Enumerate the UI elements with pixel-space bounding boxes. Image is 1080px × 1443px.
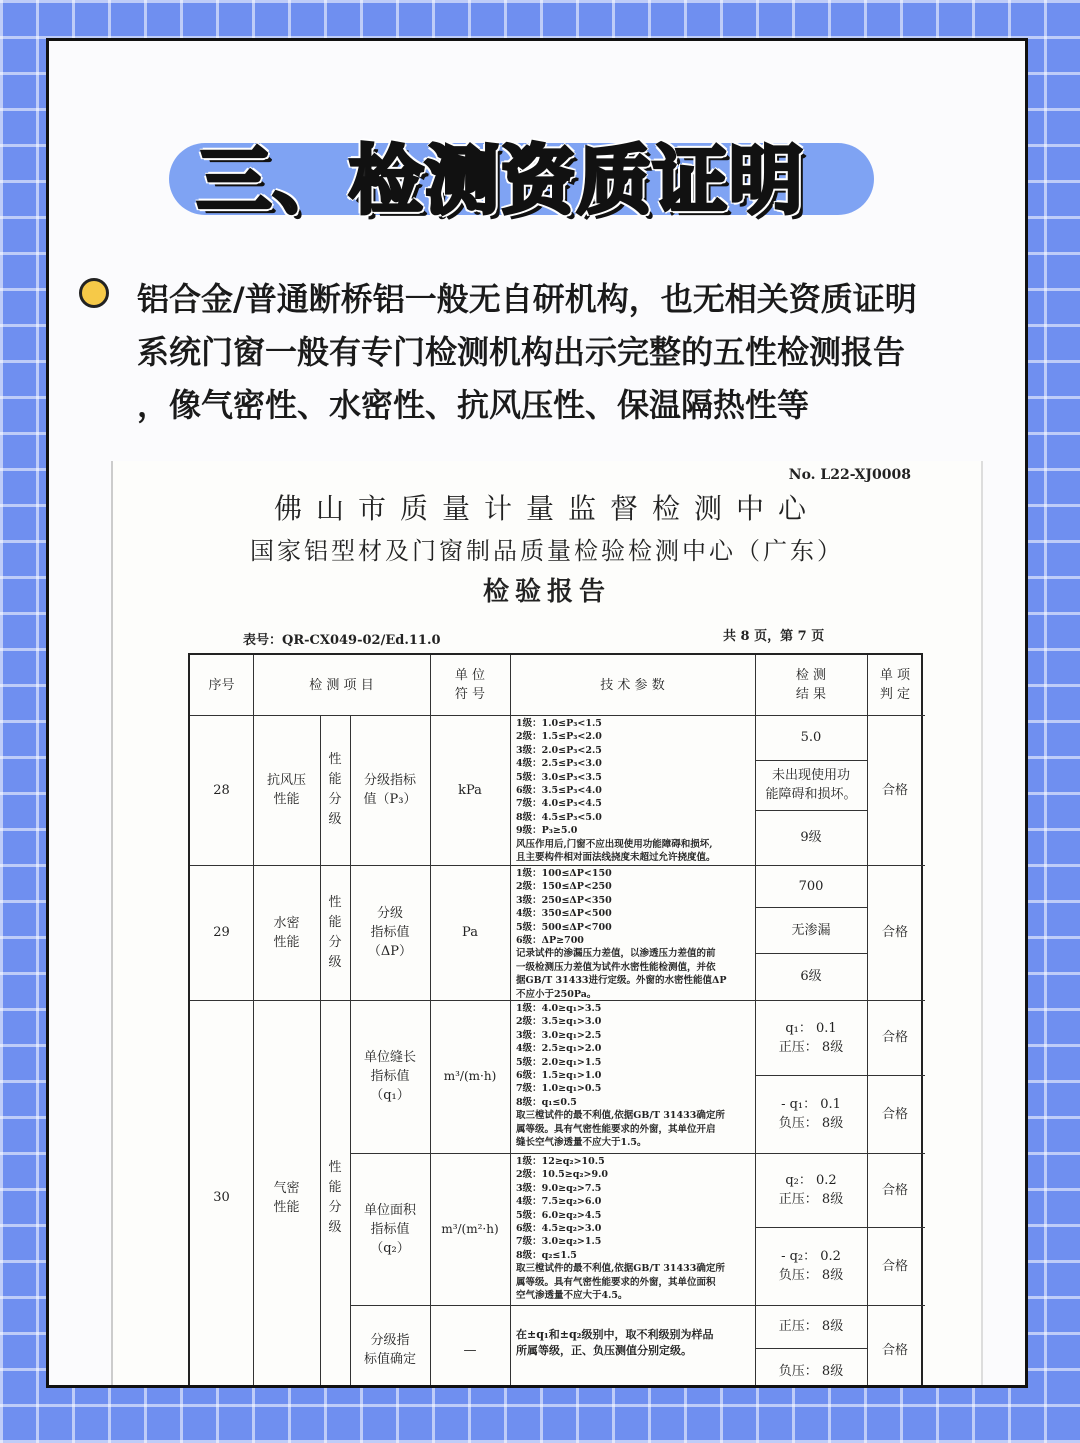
header-unit: 单 位 符 号 [454,668,486,702]
row30-q2-params: 1级：12≥q₂>10.5 2级：10.5≥q₂>9.0 3级：9.0≥q₂>7.5 4级：7.5≥q₂>6.0 5级：6.0≥q₂>4.5 6级：4.5≥q₂>3.0 7级：3.0≥q₂>1.5 8级：q₂≤1.5 取三樘试件的最不利值,依据GB/T 31433确定所 属等级。具有气密性能要求的外窗，其单位面积 空气渗透量不应大于4.5。 [516,1156,725,1302]
report-org-secondary: 国家铝型材及门窗制品质量检验检测中心（广东） [250,537,844,565]
header-item: 检 测 项 目 [309,677,374,693]
row29-verdict: 合格 [881,925,908,940]
row30-q2-result-positive: q₂： 0.2 正压： 8级 [778,1173,844,1207]
row30-grade-result-positive: 正压： 8级 [778,1319,844,1334]
row30-sub: 性 能 分 级 [328,1159,342,1235]
report-page-count: 共 8 页，第 7 页 [723,629,825,644]
row30-grade-verdict: 合格 [881,1342,908,1358]
intro-text [137,273,1017,432]
row28-params: 1级：1.0≤P₃<1.5 2级：1.5≤P₃<2.0 3级：2.0≤P₃<2.5 4级：2.5≤P₃<3.0 5级：3.0≤P₃<3.5 6级：3.5≤P₃<4.0 7级：4.0≤P₃<4.5 8级：4.5≤P₃<5.0 9级：P₃≥5.0 风压作用后,门窗不应出现使用功能障碍和损坏, 且主要构件相对面法线挠度未超过允许挠度值。 [516,718,716,864]
row30-q2-verdict: 合格 [881,1258,908,1274]
row30-q1-result-negative: - q₁： 0.1 负压： 8级 [778,1097,844,1131]
row29-result: 700 [798,878,824,894]
report-org-primary: 佛山市质量计量监督检测中心 [273,492,820,525]
intro-line: 铝合金/普通断桥铝一般无自研机构，也无相关资质证明 [137,280,917,318]
report-table [188,653,923,1388]
row30-q1-unit: m³/(m·h) [443,1069,497,1083]
header-result: 检 测 结 果 [795,668,827,702]
header-params: 技 术 参 数 [600,677,665,693]
report-number: No. L22-XJ0008 [788,467,911,483]
row30-q1-index: 单位缝长 指标值 （q₁） [363,1050,416,1103]
row30-grade-index: 分级指 标值确定 [363,1333,416,1367]
report-form-number: 表号：QR-CX049-02/Ed.11.0 [243,633,441,648]
intro-line: ，像气密性、水密性、抗风压性、保温隔热性等 [137,386,810,424]
row30-q2-verdict: 合格 [881,1182,908,1198]
report-title: 检验报告 [482,577,611,607]
row30-q2-result-negative: - q₂： 0.2 负压： 8级 [778,1249,844,1283]
row30-seq: 30 [213,1190,230,1205]
row28-index: 分级指标 值（P₃） [363,773,417,807]
row30-q1-params: 1级：4.0≥q₁>3.5 2级：3.5≥q₁>3.0 3级：3.0≥q₁>2.5 4级：2.5≥q₁>2.0 5级：2.0≥q₁>1.5 6级：1.5≥q₁>1.0 7级：1.0≥q₁>0.5 8级：q₁≤0.5 取三樘试件的最不利值,依据GB/T 31433确定所 属等级。具有气密性能要求的外窗，其单位开启 缝长空气渗透量不应大于1.5。 [516,1003,725,1149]
header-seq: 序号 [208,677,235,693]
col-divider [510,655,511,1388]
row28-item: 抗风压 性能 [266,773,306,807]
row28-sub: 性 能 分 级 [328,752,342,827]
row29-result: 6级 [800,969,822,984]
row30-item: 气密 性能 [273,1180,300,1215]
row30-q2-unit: m³/(m²·h) [441,1221,499,1236]
row28-result: 9级 [800,830,822,845]
row29-result: 无渗漏 [791,922,831,938]
row30-q1-result-positive: q₁： 0.1 正压： 8级 [778,1020,844,1055]
row29-params: 1级：100≤ΔP<150 2级：150≤ΔP<250 3级：250≤ΔP<350 4级：350≤ΔP<500 5级：500≤ΔP<700 6级：ΔP≥700 记录试件的渗漏压力差值，以渗透压力差值的前 一级检测压力差值为试件水密性能检测值，并依 据GB/T 31433进行定级。外窗的水密性能值ΔP 不应小于250Pa。 [516,868,727,1000]
row28-result: 未出现使用功 能障碍和损坏。 [765,768,857,802]
row30-q1-verdict: 合格 [881,1030,908,1045]
row30-grade-unit: — [463,1342,477,1358]
page-title: 三、检测资质证明 [197,138,805,224]
row30-grade-params: 在±q₁和±q₂级别中，取不利级别为样品 所属等级，正、负压测值分别定级。 [516,1328,714,1357]
row29-index: 分级 指标值 （ΔP） [367,906,413,959]
row28-unit: kPa [458,782,482,798]
row28-result: 5.0 [800,730,822,745]
row29-seq: 29 [213,925,230,940]
row30-q1-verdict: 合格 [881,1106,908,1122]
content-card [46,38,1028,1388]
row29-sub: 性 能 分 级 [328,894,342,970]
row29-item: 水密 性能 [273,915,300,950]
row30-q2-index: 单位面积 指标值 （q₂） [363,1202,416,1256]
row28-verdict: 合格 [881,782,908,798]
test-report-scan [111,461,983,1388]
header-verdict: 单 项 判 定 [879,668,911,702]
intro-line: 系统门窗一般有专门检测机构出示完整的五性检测报告 [137,333,906,371]
row28-seq: 28 [213,782,230,798]
row30-grade-result-negative: 负压： 8级 [778,1364,844,1379]
bullet-icon [79,278,109,308]
row29-unit: Pa [462,925,478,940]
